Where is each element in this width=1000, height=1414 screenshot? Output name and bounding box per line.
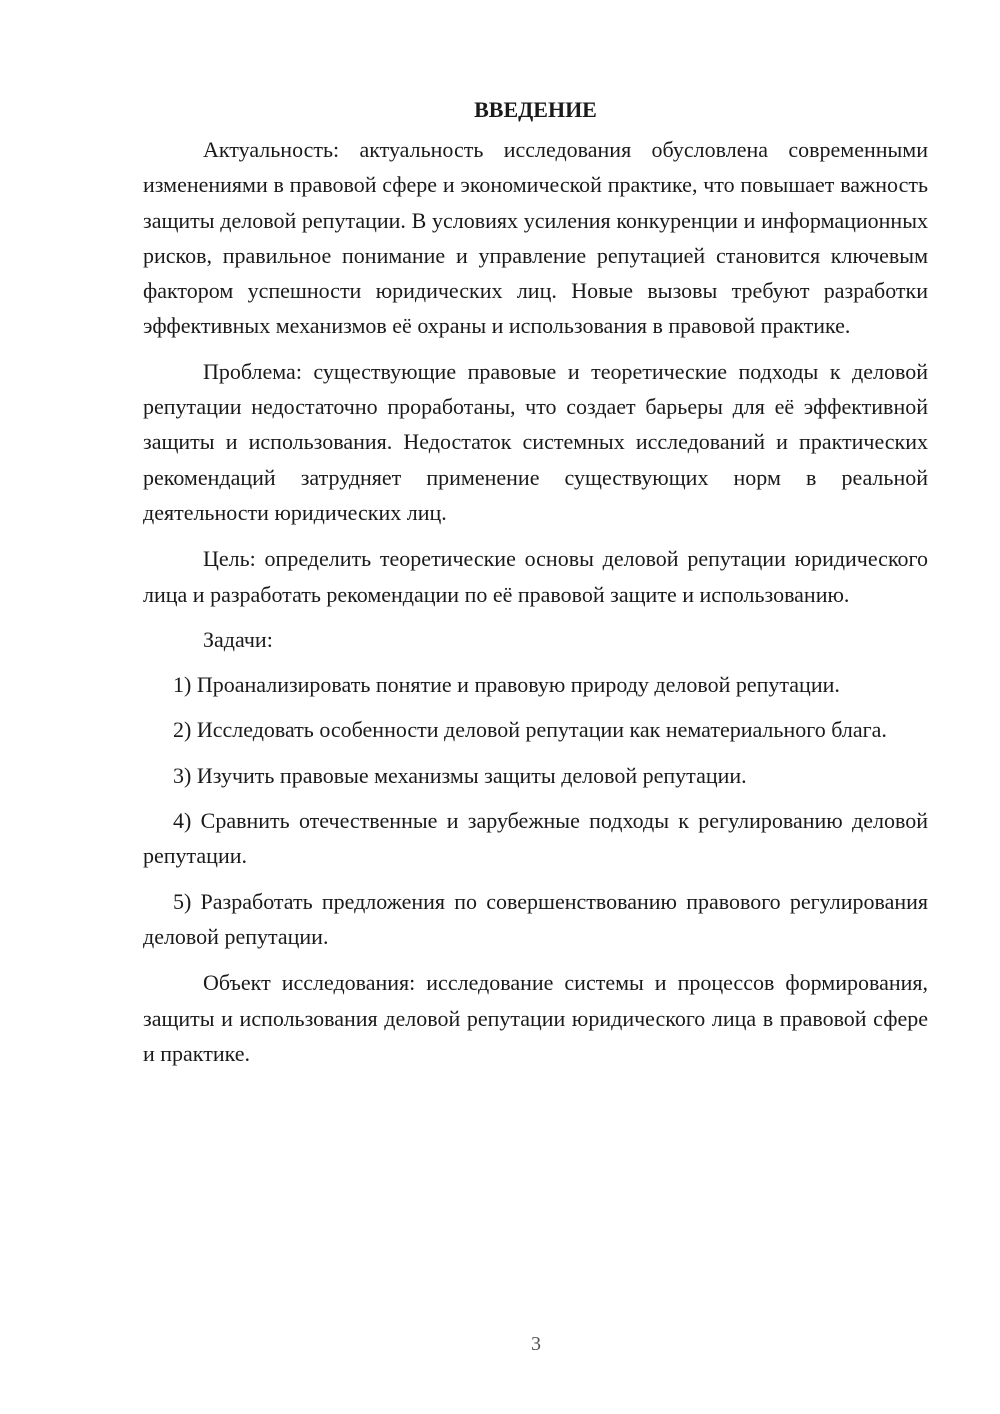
relevance-paragraph: Актуальность: актуальность исследования обусловлена современными изменениями в правовой сфере и экономической практике, что повышает важность защиты деловой репутации. В условиях усиления конкуренции и информационных рисков, правильное понимание и управление репутацией становится ключевым фактором успешности юридических лиц. Новые вызовы требуют разработки эффективных механизмов её охраны и использования в правовой практике. bbox=[143, 137, 928, 339]
problem-paragraph: Проблема: существующие правовые и теоретические подходы к деловой репутации недостаточно проработаны, что создает барьеры для её эффективной защиты и использования. Недостаток системных исследований и практических рекомендаций затрудняет применение существующих норм в реальной деятельности юридических лиц. bbox=[143, 358, 928, 525]
task-item: 2) Исследовать особенности деловой репутации как нематериального блага. bbox=[173, 717, 887, 743]
task-item: 5) Разработать предложения по совершенствованию правового регулирования деловой репутации. bbox=[143, 888, 928, 949]
tasks-label: Задачи: bbox=[203, 626, 273, 652]
task-item: 1) Проанализировать понятие и правовую природу деловой репутации. bbox=[173, 672, 840, 698]
task-item: 3) Изучить правовые механизмы защиты деловой репутации. bbox=[173, 762, 747, 788]
task-item: 4) Сравнить отечественные и зарубежные подходы к регулированию деловой репутации. bbox=[143, 808, 928, 869]
document-page bbox=[143, 92, 928, 1071]
page-number: 3 bbox=[531, 1333, 541, 1355]
page-title: ВВЕДЕНИЕ bbox=[474, 97, 597, 122]
goal-paragraph: Цель: определить теоретические основы деловой репутации юридического лица и разработать рекомендации по её правовой защите и использованию. bbox=[143, 546, 928, 607]
object-paragraph: Объект исследования: исследование системы и процессов формирования, защиты и использования деловой репутации юридического лица в правовой сфере и практике. bbox=[143, 970, 928, 1066]
